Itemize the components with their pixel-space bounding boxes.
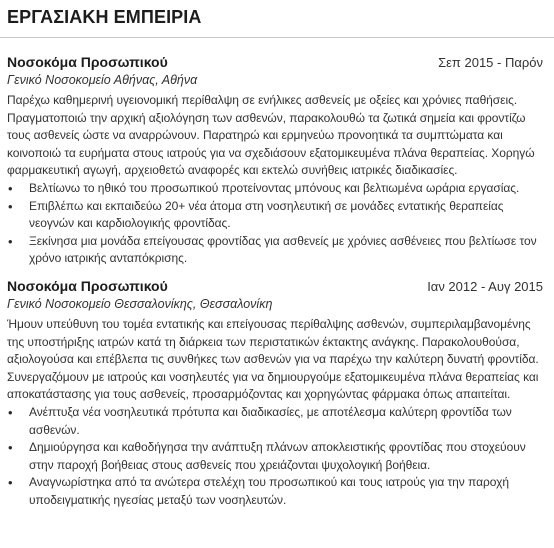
achievement-item: • Βελτίωνω το ηθικό του προσωπικού προτείνοντας μπόνους και βελτιωμένα ωράρια εργασίας. bbox=[7, 180, 544, 198]
achievement-item: • Δημιούργησα και καθοδήγησα την ανάπτυξη πλάνων αποκλειστικής φροντίδας που στοχεύουν στην παροχή βοήθειας στους ασθενείς που χρειάζονται ψυχολογική βοήθεια. bbox=[7, 439, 544, 474]
job-employer: Γενικό Νοσοκομείο Θεσσαλονίκης, Θεσσαλονίκη bbox=[7, 296, 273, 311]
job-title: Νοσοκόμα Προσωπικού bbox=[7, 54, 168, 70]
job-description: Παρέχω καθημερινή υγειονομική περίθαλψη σε ενήλικες ασθενείς με οξείες και χρόνιες παθήσεις. Πραγματοποιώ την αρχική αξιολόγηση των ασθενών, παρακολουθώ τα ζωτικά σημεία και φροντίζω τους ασθενείς ώστε να αναρρώνουν. Παρατηρώ και ερμηνεύω προνοητικά τα συμπτώματα και κοινοποιώ τα ευρήματα στους ιατρούς για να σχεδιάσουν εξατομικευμένα πλάνα θεραπείας. Χορηγώ φαρμακευτική αγωγή, αρχειοθετώ αναφορές και εκτελώ συνήθεις ιατρικές διαδικασίες. bbox=[7, 93, 535, 178]
job-employer: Γενικό Νοσοκομείο Αθήνας, Αθήνα bbox=[7, 73, 198, 87]
job-description: Ήμουν υπεύθυνη του τομέα εντατικής και επείγουσας περίθαλψης ασθενών, συμπεριλαμβανομένης της υποστήριξης ιατρών κατά τη διάρκεια των περιστατικών έκτακτης ανάγκης. Παρακολουθούσα, αξιολογούσα και επέβλεπα τις συνθήκες των ασθενών για να παρέχω την καλύτερη δυνατή φροντίδα. Συνεργαζόμουν με ιατρούς και νοσηλευτές για να δημιουργούμε εξατομικευμένα πλάνα θεραπείας και αποκατάστασης για τους ασθενείς, προσαρμόζοντας και χορηγώντας φάρμακα όπως απαιτείται. bbox=[7, 316, 539, 402]
section-title: ΕΡΓΑΣΙΑΚΗ ΕΜΠΕΙΡΙΑ bbox=[7, 7, 202, 27]
job-dates: Σεπ 2015 - Παρόν bbox=[438, 55, 543, 70]
section-divider bbox=[0, 37, 554, 38]
achievement-list bbox=[7, 180, 544, 268]
achievement-item: • Αναγνωρίστηκα από τα ανώτερα στελέχη του προσωπικού και τους ιατρούς για την παροχή υποδειγματικής ηγεσίας μεταξύ των νοσηλευτών. bbox=[7, 474, 544, 509]
job-entry bbox=[7, 278, 544, 510]
achievement-item: • Επιβλέπω και εκπαιδεύω 20+ νέα άτομα στη νοσηλευτική σε μονάδες εντατικής θεραπείας νεογνών και καρδιολογικής φροντίδας. bbox=[7, 198, 544, 233]
achievement-item: • Ανέπτυξα νέα νοσηλευτικά πρότυπα και διαδικασίες, με αποτέλεσμα καλύτερη φροντίδα των ασθενών. bbox=[7, 404, 544, 439]
achievement-list bbox=[7, 404, 544, 510]
job-dates: Ιαν 2012 - Αυγ 2015 bbox=[427, 278, 543, 294]
job-entry bbox=[7, 54, 544, 268]
achievement-item: • Ξεκίνησα μια μονάδα επείγουσας φροντίδας για ασθενείς με χρόνιες ασθένειες που βελτίωσε τον χρόνο ιατρικής ανταπόκρισης. bbox=[7, 233, 544, 268]
job-header bbox=[7, 278, 544, 294]
job-header bbox=[7, 54, 544, 70]
job-title: Νοσοκόμα Προσωπικού bbox=[7, 277, 168, 294]
